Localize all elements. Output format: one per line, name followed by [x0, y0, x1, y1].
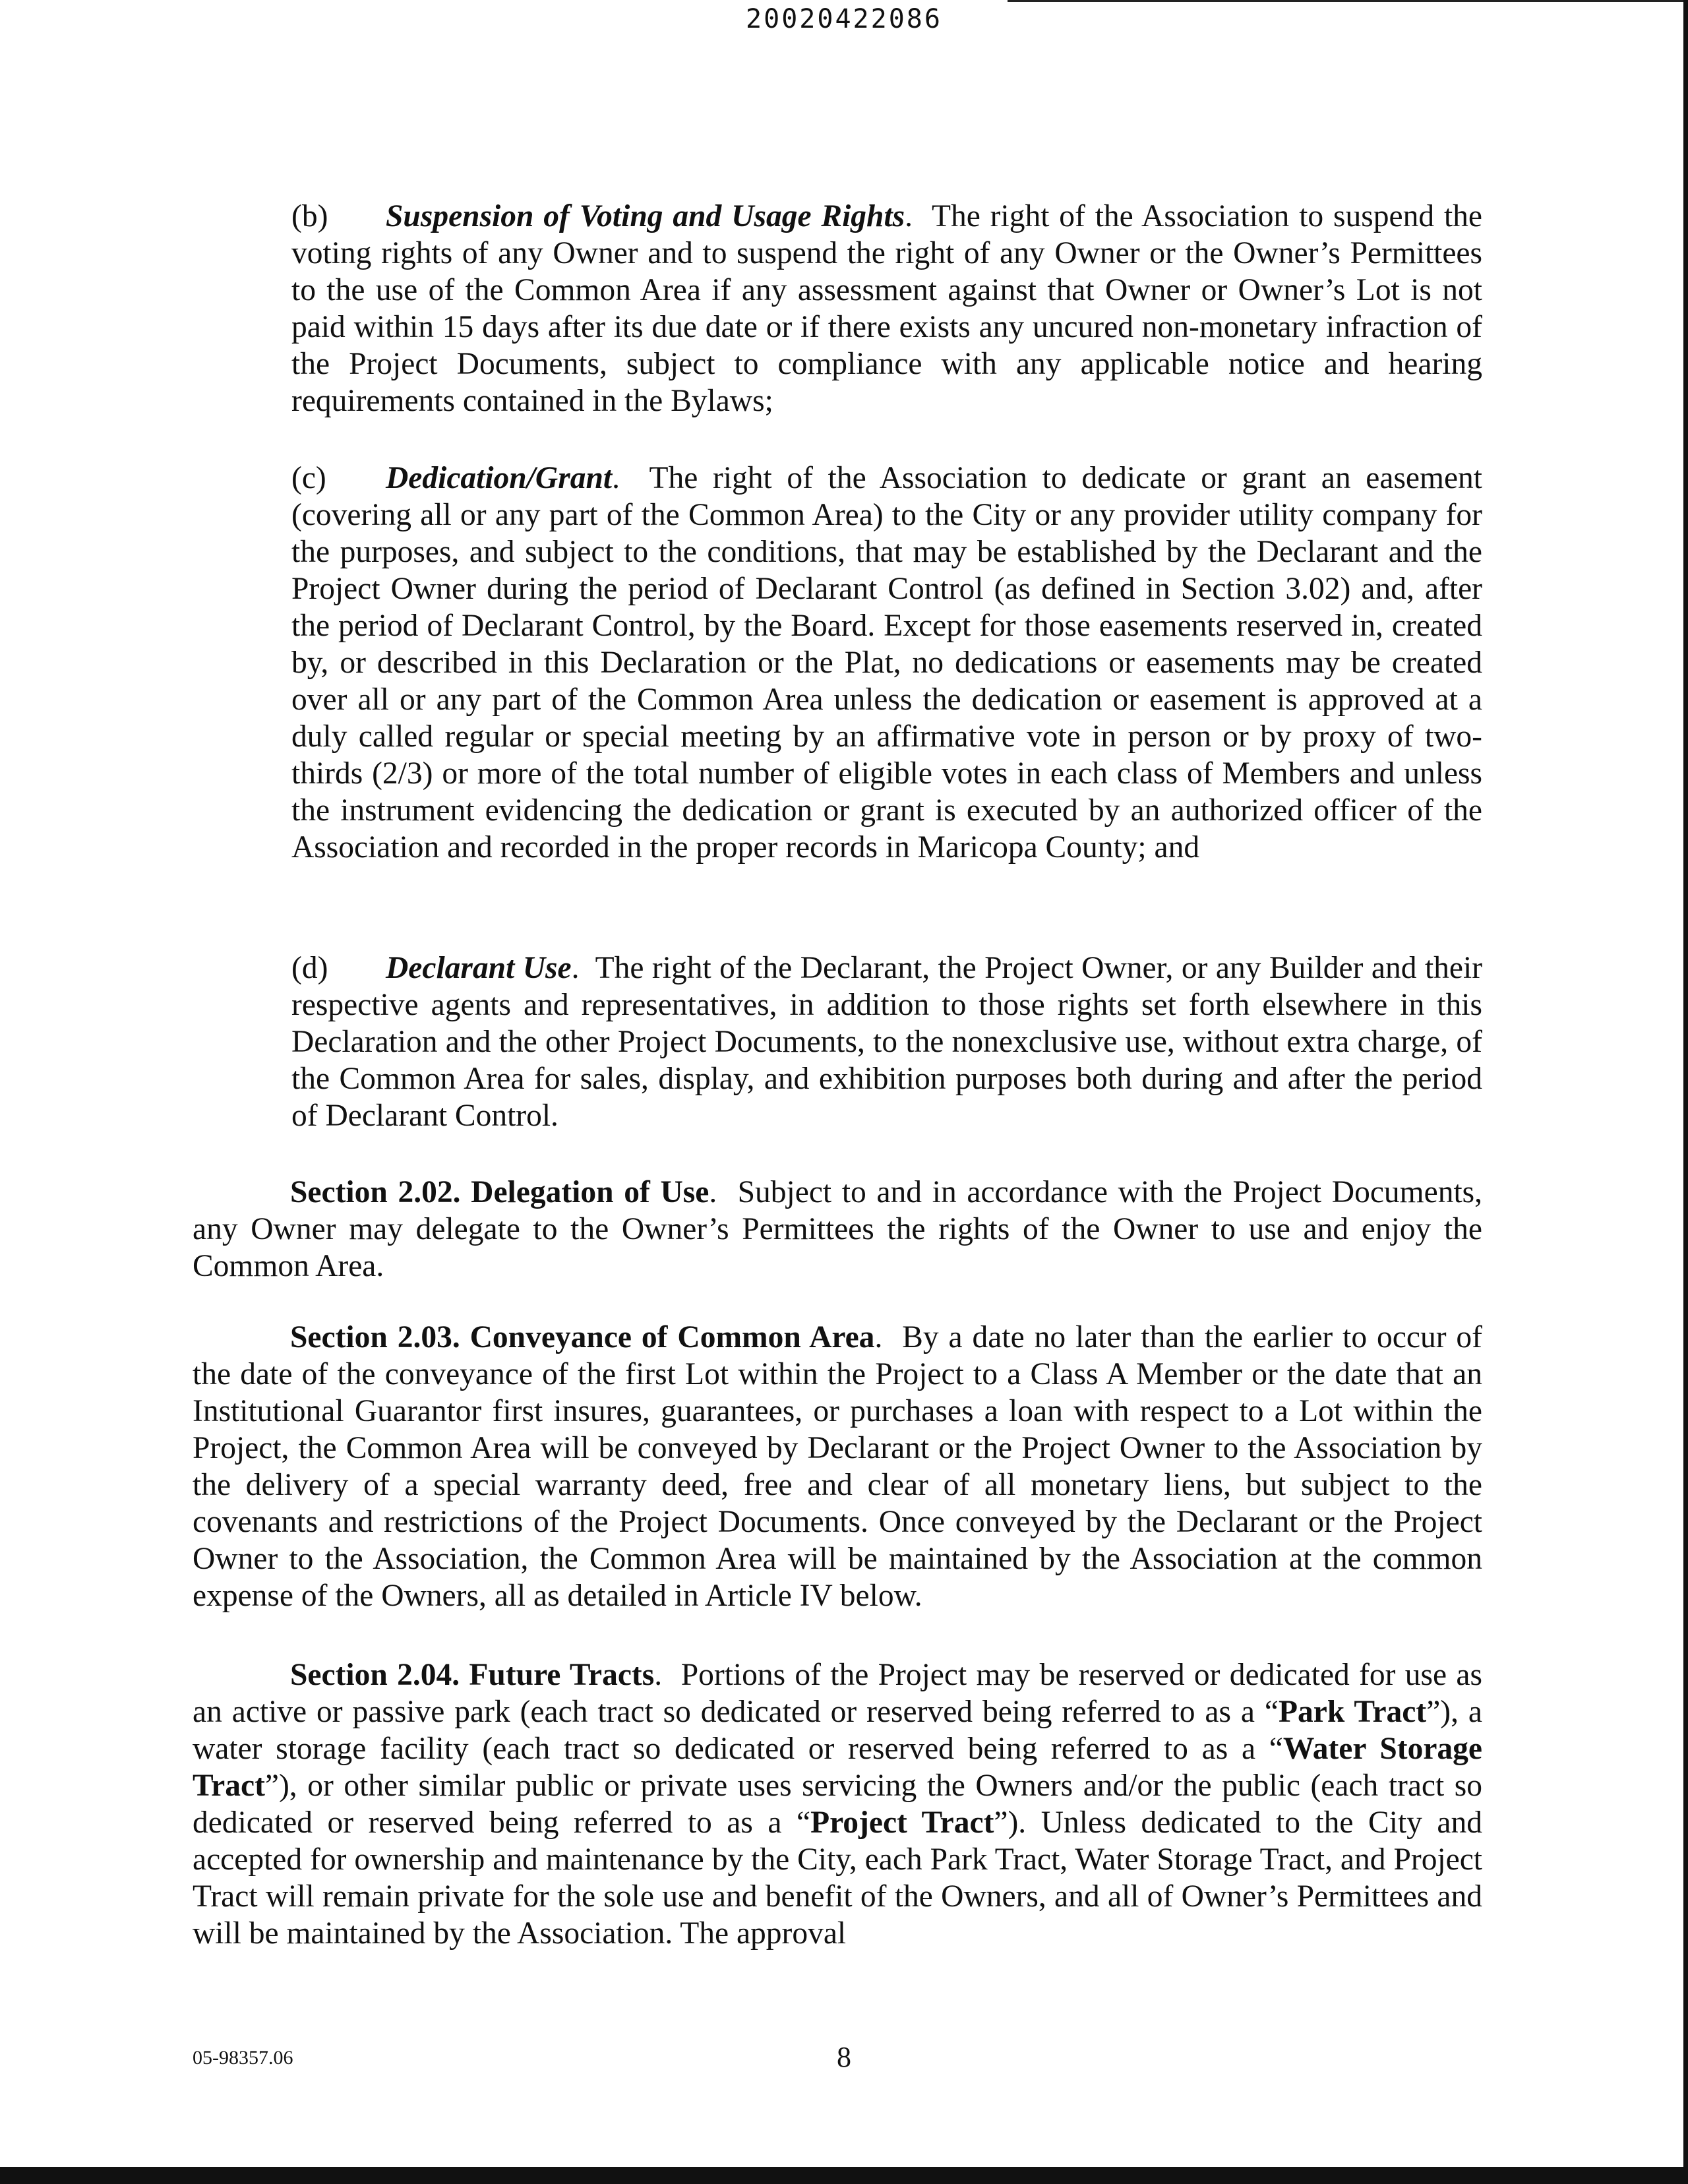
- paragraph-b-text: The right of the Association to suspend the voting rights of any Owner and to suspend the right of any Owner or the Owner’s Permittees to the use of the Common Area if any assessment against that Owner or Owner’s Lot is not paid within 15 days after its due date or if there exists any uncured non-monetary infraction of the Project Documents, subject to compliance with any applicable notice and hearing requirements contained in the Bylaws;: [291, 199, 1482, 418]
- footer-document-code: 05-98357.06: [193, 2047, 293, 2069]
- recording-number: 20020422086: [746, 4, 942, 34]
- paragraph-b-label: (b): [291, 199, 328, 233]
- section-2-04-text-4: ”). Unless dedicated to the City and accepted for ownership and maintenance by the City, each Park Tract, Water Storage Tract, and Project Tract will remain private for the sole use and benefit of the Owners, and all of Owner’s Permittees and will be maintained by the Association. The approval: [193, 1805, 1482, 1951]
- term-project-tract: Project Tract: [810, 1805, 994, 1840]
- section-2-04: Section 2.04. Future Tracts. Portions of the Project may be reserved or dedicated for use as an active or passive park (each tract so dedicated or reserved being referred to as a “Park Tract”), a water storage facility (each tract so dedicated or reserved being referred to as a “Water Storage Tract”), or other similar public or private uses servicing the Owners and/or the public (each tract so dedicated or reserved being referred to as a “Project Tract”). Unless dedicated to the City and accepted for ownership and maintenance by the City, each Park Tract, Water Storage Tract, and Project Tract will remain private for the sole use and benefit of the Owners, and all of Owner’s Permittees and will be maintained by the Association. The approval: [193, 1658, 1483, 1951]
- section-2-04-text-2: ”), a water storage facility (each tract so dedicated or reserved being referred to as a “: [193, 1695, 1482, 1766]
- section-2-03-heading: Section 2.03. Conveyance of Common Area: [290, 1320, 875, 1354]
- paragraph-c-heading: Dedication/Grant: [386, 461, 613, 495]
- top-border-line: [1008, 0, 1688, 2]
- section-2-04-text-3: ”), or other similar public or private uses servicing the Owners and/or the public (each tract so dedicated or reserved being referred to as a “: [193, 1769, 1482, 1840]
- scan-bottom-edge: [0, 2167, 1688, 2184]
- paragraph-b: (b) Suspension of Voting and Usage Rights. The right of the Association to suspend the voting rights of any Owner and to suspend the right of any Owner or the Owner’s Permittees to the use of the Common Area if any assessment against that Owner or Owner’s Lot is not paid within 15 days after its due date or if there exists any uncured non-monetary infraction of the Project Documents, subject to compliance with any applicable notice and hearing requirements contained in the Bylaws;: [291, 199, 1482, 418]
- paragraph-c-label: (c): [291, 461, 326, 495]
- scan-right-edge: [1683, 0, 1688, 2184]
- paragraph-c: (c) Dedication/Grant. The right of the Association to dedicate or grant an easement (covering all or any part of the Common Area) to the City or any provider utility company for the purposes, and subject to the conditions, that may be established by the Declarant and the Project Owner during the period of Declarant Control (as defined in Section 3.02) and, after the period of Declarant Control, by the Board. Except for those easements reserved in, created by, or described in this Declaration or the Plat, no dedications or easements may be created over all or any part of the Common Area unless the dedication or easement is approved at a duly called regular or special meeting by an affirmative vote in person or by proxy of two-thirds (2/3) or more of the total number of eligible votes in each class of Members and unless the instrument evidencing the dedication or grant is executed by an authorized officer of the Association and recorded in the proper records in Maricopa County; and: [291, 461, 1482, 864]
- term-water-storage-tract: Water Storage Tract: [193, 1732, 1483, 1803]
- paragraph-d-label: (d): [291, 951, 328, 985]
- paragraph-b-heading: Suspension of Voting and Usage Rights: [386, 199, 905, 233]
- section-2-02-heading: Section 2.02. Delegation of Use: [290, 1175, 709, 1209]
- section-2-03: Section 2.03. Conveyance of Common Area. By a date no later than the earlier to occur of the date of the conveyance of the first Lot within the Project to a Class A Member or the date that an Institutional Guarantor first insures, guarantees, or purchases a loan with respect to a Lot within the Project, the Common Area will be conveyed by Declarant or the Project Owner to the Association by the delivery of a special warranty deed, free and clear of all monetary liens, but subject to the covenants and restrictions of the Project Documents. Once conveyed by the Declarant or the Project Owner to the Association, the Common Area will be maintained by the Association at the common expense of the Owners, all as detailed in Article IV below.: [193, 1320, 1482, 1613]
- section-2-03-text: By a date no later than the earlier to occur of the date of the conveyance of the first Lot within the Project to a Class A Member or the date that an Institutional Guarantor first insures, guarantees, or purchases a loan with respect to a Lot within the Project, the Common Area will be conveyed by Declarant or the Project Owner to the Association by the delivery of a special warranty deed, free and clear of all monetary liens, but subject to the covenants and restrictions of the Project Documents. Once conveyed by the Declarant or the Project Owner to the Association, the Common Area will be maintained by the Association at the common expense of the Owners, all as detailed in Article IV below.: [193, 1320, 1482, 1613]
- section-2-04-text-1: Portions of the Project may be reserved or dedicated for use as an active or passive park (each tract so dedicated or reserved being referred to as a “: [193, 1658, 1482, 1729]
- paragraph-d-text: The right of the Declarant, the Project Owner, or any Builder and their respective agents and representatives, in addition to those rights set forth elsewhere in this Declaration and the other Project Documents, to the nonexclusive use, without extra charge, of the Common Area for sales, display, and exhibition purposes both during and after the period of Declarant Control.: [291, 951, 1483, 1133]
- paragraph-d: (d) Declarant Use. The right of the Declarant, the Project Owner, or any Builder and their respective agents and representatives, in addition to those rights set forth elsewhere in this Declaration and the other Project Documents, to the nonexclusive use, without extra charge, of the Common Area for sales, display, and exhibition purposes both during and after the period of Declarant Control.: [291, 951, 1483, 1133]
- paragraph-d-heading: Declarant Use: [386, 951, 572, 985]
- section-2-02: Section 2.02. Delegation of Use. Subject to and in accordance with the Project Documents, any Owner may delegate to the Owner’s Permittees the rights of the Owner to use and enjoy the Common Area.: [193, 1175, 1483, 1283]
- section-2-02-text: Subject to and in accordance with the Project Documents, any Owner may delegate to the Owner’s Permittees the rights of the Owner to use and enjoy the Common Area.: [193, 1175, 1483, 1283]
- page-number: 8: [837, 2041, 851, 2073]
- paragraph-c-text: The right of the Association to dedicate or grant an easement (covering all or any part of the Common Area) to the City or any provider utility company for the purposes, and subject to the conditions, that may be established by the Declarant and the Project Owner during the period of Declarant Control (as defined in Section 3.02) and, after the period of Declarant Control, by the Board. Except for those easements reserved in, created by, or described in this Declaration or the Plat, no dedications or easements may be created over all or any part of the Common Area unless the dedication or easement is approved at a duly called regular or special meeting by an affirmative vote in person or by proxy of two-thirds (2/3) or more of the total number of eligible votes in each class of Members and unless the instrument evidencing the dedication or grant is executed by an authorized officer of the Association and recorded in the proper records in Maricopa County; and: [291, 461, 1482, 864]
- section-2-04-heading: Section 2.04. Future Tracts: [290, 1658, 655, 1692]
- term-park-tract: Park Tract: [1279, 1695, 1427, 1729]
